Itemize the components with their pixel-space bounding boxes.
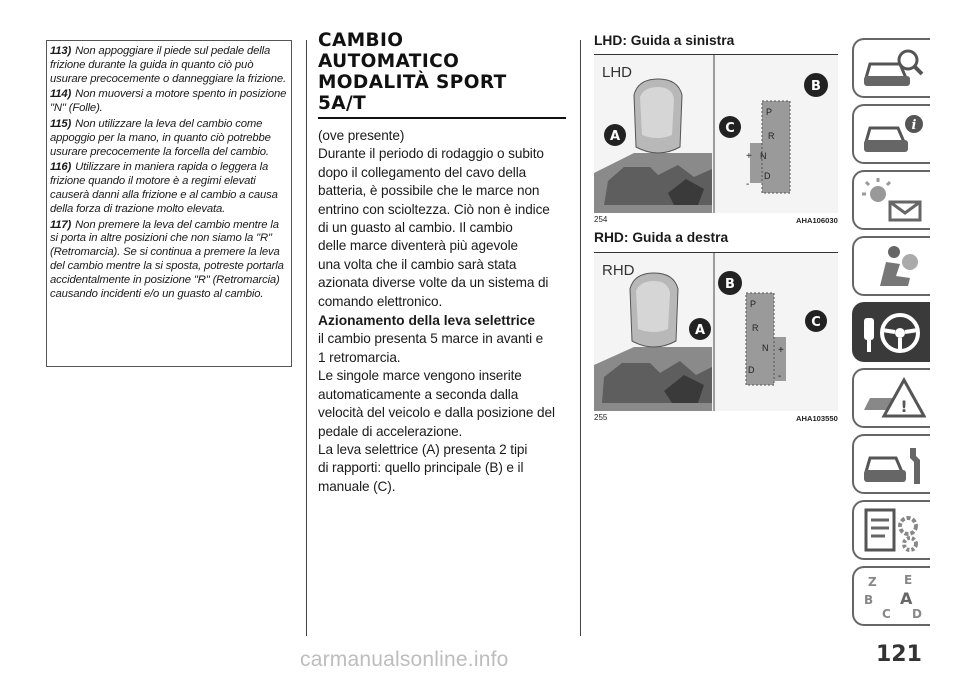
minus-sign: - [778, 371, 782, 382]
figure-label: LHD [602, 64, 633, 81]
figure-caption-lhd: LHD: Guida a sinistra [594, 33, 735, 48]
section-intro: (ove presente) Durante il periodo di rodaggio o subito dopo il collegamento del cavo della batteria, è possibile che le marce non entrino con scioltezza. Ciò non è indice di un guasto al cambio. Il cambio delle marce diventerà più agevole una volta che il cambio sarà stata azionata diverse volte da un sistema di comando elettronico. [318, 128, 550, 309]
page-number: 121 [876, 642, 922, 667]
section-body: il cambio presenta 5 marce in avanti e 1 retromarcia. Le singole marce vengono inserite automaticamente a seconda dalla velocità del veicolo e dalla posizione del pedale di accelerazione. La leva selettrice (A) presenta 2 tipi di rapporti: quello principale (B) e il manuale (C). [318, 331, 555, 494]
svg-text:D: D [912, 607, 922, 621]
warning-114: 114) Non muoversi a motore spento in posizione "N" (Folle). [50, 88, 287, 115]
svg-text:B: B [864, 593, 874, 607]
svg-text:!: ! [900, 397, 908, 416]
section-column [318, 30, 570, 496]
gear-n: N [760, 151, 767, 161]
column-divider-left [306, 40, 307, 636]
warnings-box [46, 40, 292, 367]
svg-text:A: A [900, 589, 913, 608]
gear-r: R [752, 323, 759, 333]
plus-sign: + [778, 345, 784, 356]
tab-car-info[interactable] [852, 104, 930, 164]
column-divider-right [580, 40, 581, 636]
callout-a: A [609, 129, 621, 144]
svg-text:E: E [904, 573, 913, 587]
specs-gears-icon [860, 506, 926, 556]
gear-r: R [768, 131, 775, 141]
warning-116: 116) Utilizzare in maniera rapida o leggera la frizione quando il motore è a regimi elevati causerà danni alla frizione e al cambio a causa della forza di trazione molto elevata. [50, 161, 278, 215]
gear-d: D [748, 365, 755, 375]
key-steering-wheel-icon [860, 308, 926, 358]
callout-b: B [725, 277, 735, 292]
tab-seat-airbag[interactable] [852, 236, 930, 296]
watermark-text: carmanualsonline.info [300, 648, 509, 671]
svg-text:i: i [911, 118, 917, 133]
callout-c: C [811, 315, 821, 330]
tab-key-steering-wheel[interactable] [852, 302, 930, 362]
callout-b: B [811, 79, 821, 94]
tab-specs-gears[interactable] [852, 500, 930, 560]
figure-rhd [594, 252, 838, 410]
figure-lhd [594, 54, 838, 212]
section-title: CAMBIO AUTOMATICO MODALITÀ SPORT 5A/T [318, 30, 566, 119]
warning-113: 113) Non appoggiare il piede sul pedale della frizione durante la guida in quanto ciò può usurare precocemente o danneggiare la frizione. [50, 45, 286, 85]
figure-code: AHA103550 [796, 414, 838, 423]
tab-car-warning[interactable] [852, 368, 930, 428]
car-warning-triangle-icon [860, 374, 926, 424]
gear-d: D [764, 171, 771, 181]
tab-alphabet-index[interactable] [852, 566, 930, 626]
section-subheading: Azionamento della leva selettrice [318, 313, 535, 329]
gear-n: N [762, 343, 769, 353]
figure-label: RHD [602, 262, 635, 279]
callout-a: A [694, 323, 706, 338]
seat-airbag-icon [860, 242, 926, 292]
plus-sign: + [746, 151, 752, 162]
figure-code: AHA106030 [796, 216, 838, 225]
minus-sign: - [746, 179, 750, 190]
tab-warning-lights[interactable] [852, 170, 930, 230]
tab-car-wrench[interactable] [852, 434, 930, 494]
callout-c: C [725, 121, 735, 136]
figure-number: 254 [594, 215, 608, 224]
tab-car-search[interactable] [852, 38, 930, 98]
car-info-icon [860, 110, 926, 160]
car-search-icon [860, 44, 926, 94]
svg-text:C: C [882, 607, 891, 621]
alphabet-index-icon [860, 572, 926, 622]
warning-115: 115) Non utilizzare la leva del cambio come appoggio per la mano, in quanto ciò potrebbe usurare precocemente la forcella del cambio. [50, 117, 271, 158]
svg-text:Z: Z [868, 575, 877, 589]
figure-caption-rhd: RHD: Guida a destra [594, 230, 729, 245]
warning-117: 117) Non premere la leva del cambio mentre la si porta in altre posizioni che non siamo la "R" (Retromarcia). Se si continua a premere la leva del cambio mentre la si sposta, potreste portarla accidentalmente in posizione "R" (Retromarcia) causando incidenti e/o un guasto al cambio. [50, 218, 284, 300]
car-wrench-icon [860, 440, 926, 490]
warning-lights-icon [860, 176, 926, 226]
gear-p: P [766, 107, 773, 117]
gear-p: P [750, 299, 757, 309]
figure-number: 255 [594, 413, 608, 422]
